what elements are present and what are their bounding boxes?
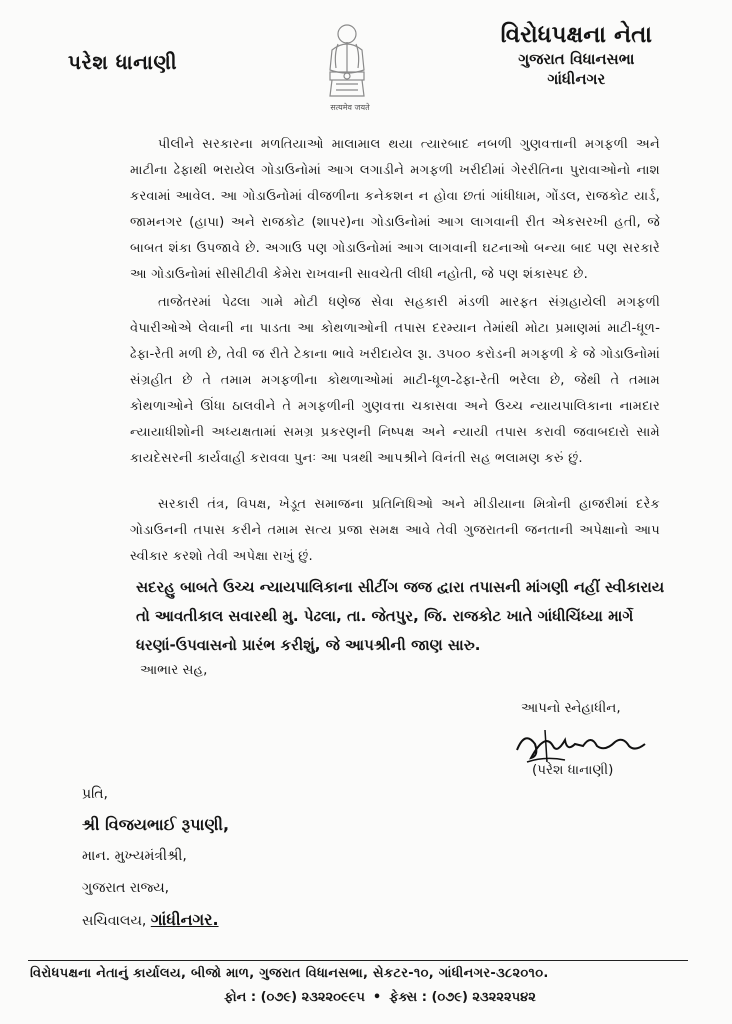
body-paragraph-3 xyxy=(130,492,660,570)
footer-address: વિરોધપક્ષના નેતાનું કાર્યાલય, બીજો માળ, ગુજરાત વિધાનસભા, સેકટર-૧૦, ગાંધીનગર-૩૮૨૦૧૦. xyxy=(30,966,549,981)
paragraph-1-text: પીલીને સરકારના મળતિયાઓ માલામાલ થયા ત્યારબાદ નબળી ગુણવત્તાની મગફળી અને માટીના ઢેફાથી ભરાયેલ ગોડાઉનોમાં આગ લગાડીને મગફળી ખરીદીમાં ગેરરીતિના પુરાવાઓનો નાશ કરવામાં આવેલ. આ ગોડાઉનોમાં વીજળીના કનેકશન ન હોવા છતાં ગાંધીધામ, ગોંડલ, રાજકોટ યાર્ડ, જામનગર (હાપા) અને રાજકોટ (શાપર)ના ગોડાઉનોમાં આગ લાગવાની રીત એકસરખી હતી, જે બાબત શંકા ઉપજાવે છે. અગાઉ પણ ગોડાઉનોમાં આગ લાગવાની ઘટનાઓ બન્યા બાદ પણ સરકારે આ ગોડાઉનોમાં સીસીટીવી કેમેરા રાખવાની સાવચેતી લીધી નહોતી, જે પણ શંકાસ્પદ છે. xyxy=(130,137,660,282)
footer-divider xyxy=(28,960,688,961)
national-emblem-icon xyxy=(318,20,376,106)
letterhead-title-block xyxy=(501,22,652,88)
letterhead-city: ગાંધીનગર xyxy=(547,70,606,88)
recipient-office-line xyxy=(82,910,219,930)
assembly-name: ગુજરાત વિધાનસભા xyxy=(518,50,635,68)
closing-thanks: આભાર સહ, xyxy=(140,662,208,678)
recipient-city: ગાંધીનગર. xyxy=(150,910,219,929)
footer-contact xyxy=(130,990,630,1005)
sender-name: પરેશ ધાનાણી xyxy=(68,50,178,74)
recipient-office: સચિવાલય, xyxy=(82,913,147,929)
body-paragraph-4-bold xyxy=(136,573,676,660)
paragraph-3-text: સરકારી તંત્ર, વિપક્ષ, ખેડૂત સમાજના પ્રતિનિધિઓ અને મીડીયાના મિત્રોની હાજરીમાં દરેક ગોડાઉનની તપાસ કરીને તમામ સત્ય પ્રજા સમક્ષ આવે તેવી ગુજરાતની જનતાની અપેક્ષાનો આપ સ્વીકાર કરશો તેવી અપેક્ષા રાખું છું. xyxy=(130,497,660,564)
emblem-motto: सत्यमेव जयते xyxy=(330,103,370,112)
closing-yours: આપનો સ્નેહાધીન, xyxy=(521,700,621,716)
bullet-separator: • xyxy=(372,990,382,1005)
footer-phone: ફોન : (૦૭૯) ૨૩૨૨૦૯૯૫ xyxy=(224,990,365,1005)
body-paragraph-1 xyxy=(130,132,660,288)
signatory-name: (પરેશ ધાનાણી) xyxy=(532,762,614,778)
recipient-designation: માન. મુખ્યમંત્રીશ્રી, xyxy=(82,848,187,864)
recipient-state: ગુજરાત રાજ્ય, xyxy=(82,880,170,896)
designation-title: વિરોધપક્ષના નેતા xyxy=(500,22,652,48)
body-paragraph-2 xyxy=(130,290,660,472)
paragraph-4-text: સદરહુ બાબતે ઉચ્ચ ન્યાયપાલિકાના સીટીંગ જજ દ્વારા તપાસની માંગણી નહીં સ્વીકારાય તો આવતીકાલ સવારથી મુ. પેઢલા, તા. જેતપુર, જિ. રાજકોટ ખાતે ગાંધીચિંધ્યા માર્ગે ધરણાં-ઉપવાસનો પ્રારંભ કરીશું, જે આપશ્રીની જાણ સારુ. xyxy=(136,578,665,654)
recipient-prefix: પ્રતિ, xyxy=(82,786,108,802)
paragraph-2-text: તાજેતરમાં પેઢલા ગામે મોટી ધણેજ સેવા સહકારી મંડળી મારફત સંગ્રહાયેલી મગફળી વેપારીઓએ લેવાની ના પાડતા આ કોથળાઓની તપાસ દરમ્યાન તેમાંથી મોટા પ્રમાણમાં માટી-ધૂળ-ઢેફા-રેતી મળી છે, તેવી જ રીતે ટેકાના ભાવે ખરીદાયેલ રૂા. ૩૫૦૦ કરોડની મગફળી કે જે ગોડાઉનોમાં સંગ્રહીત છે તે તમામ મગફળીના કોથળાઓમાં માટી-ધૂળ-ઢેફા-રેતી ભરેલા છે, જેથી તે તમામ કોથળાઓને ઊંધા ઠાલવીને તે મગફળીની ગુણવત્તા ચકાસવા અને ઉચ્ચ ન્યાયપાલિકાના નામદાર ન્યાયાધીશોની અધ્યક્ષતામાં સમગ્ર પ્રકરણની નિષ્પક્ષ અને ન્યાયી તપાસ કરાવી જવાબદારો સામે કાયદેસરની કાર્યવાહી કરાવવા પુનઃ આ પત્રથી આપશ્રીને વિનંતી સહ ભલામણ કરું છું. xyxy=(130,295,660,466)
footer-fax: ફેક્સ : (૦૭૯) ૨૩૨૨૨૫૪૨ xyxy=(389,990,536,1005)
recipient-name: શ્રી વિજયભાઈ રૂપાણી, xyxy=(82,815,230,834)
